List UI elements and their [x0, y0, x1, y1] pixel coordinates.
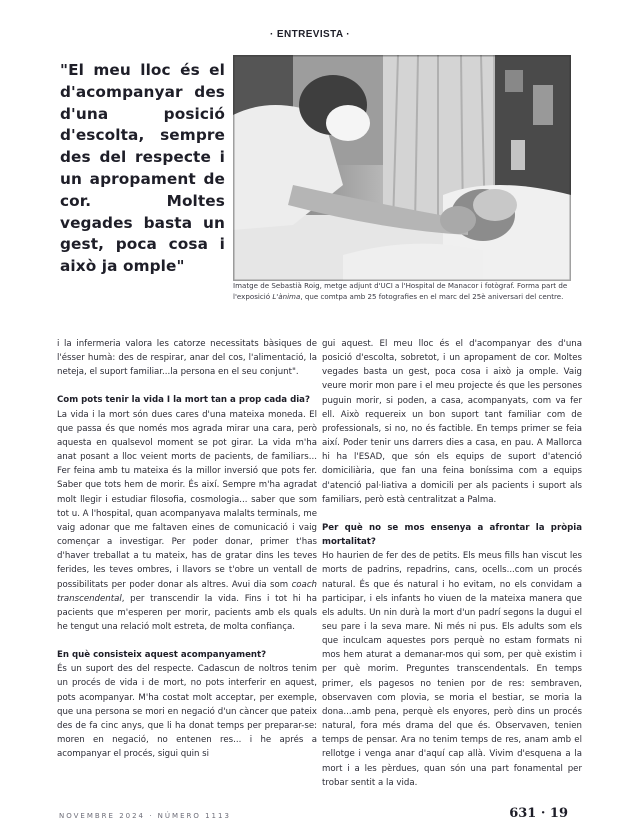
caption-text-end: , que comtpa amb 25 fotografies en el marc del 25è aniversari del centre. — [300, 291, 564, 301]
photo-illustration — [233, 55, 571, 281]
interview-answer: Ho haurien de fer des de petits. Els meus fills han viscut les morts de padrins, repadrins, cans, ocells...com un procés natural. És que és natural i ho evitam, no els convidam a participar, i els infants ho viuen de la mateixa manera que els adults. Un nin durà la mort d'un padrí segons la dugui el seu pare i la seva mare. Ni més ni pus. Els adults som els que inculcam aquestes pors perquè no estam formats ni mos hem aturat a demanar-mos qui som, per què existim i per què morim. Preguntes transcendentals. En temps primer, els pagesos no tenien por de res: sembraven, observaven com plovia, se moria el bestiar, se moria la dona...amb pena, perquè els enyores, però dins un procés natural, fora més drama del que és. Observaven, tenien temps de pensar. Ara no tenim temps de res, anam amb el rellotge i venga anar d'aquí cap allà. Vivim d'esquena a la mort i a les pèrdues, quan són una part fonamental per trobar sentit a la vida. — [322, 551, 582, 788]
interview-question: Com pots tenir la vida I la mort tan a prop cada dia? — [57, 395, 310, 406]
interview-answer: És un suport des del respecte. Cadascun de noltros tenim un procés de vida i de mort, no pots interferir en aquest, pots acompanyar. M'ha costat molt acceptar, per exemple, que una persona se mori en negació d'un càncer que pateix des de fa cinc anys, que li ha donat temps per preparar-se: moren en negació, no entenen res... i he aprés a acompanyar el procés, sigui quin si — [57, 664, 317, 760]
caption-exhibition-title: L'ànima — [272, 291, 301, 301]
article-column-right — [322, 337, 582, 790]
interview-question: Per què no se mos ensenya a afrontar la pròpia mortalitat? — [322, 522, 582, 548]
answer-emphasis: coach transcendental — [57, 579, 317, 604]
page-number: 631 · 19 — [509, 806, 568, 821]
interview-answer — [57, 408, 317, 635]
answer-text: La vida i la mort són dues cares d'una mateixa moneda. El que passa és que només mos agrada mirar una cara, però aquesta en qualsevol moment se pot girar. La vida m'ha anat posant a lloc veient morts de pacients, de familiars... Fer feina amb tu mateixa és la millor inversió que pots fer. Saber que tots hem de morir. És així. Sempre m'ha agradat molt llegir i estudiar filosofia, cosmologia... saber que som tot u. A l'hospital, quan acompanyava malalts terminals, me vaig adonar que me faltaven eines de comunicació i vaig començar a investigar. Per poder donar, primer t'has d'haver treballat a tu mateix, has de gratar dins les teves ferides, les teves ombres, i llavors se t'obre un ventall de possibilitats per poder donar als altres. Avui dia som — [57, 409, 317, 590]
section-label: · ENTREVISTA · — [269, 29, 351, 40]
photo-caption — [233, 281, 578, 302]
caption-text: Imatge de Sebastià Roig, metge adjunt d'UCI a l'Hospital de Manacor i fotògraf. Forma part de l'exposició — [233, 281, 568, 301]
issue-info: NOVEMBRE 2024 · NÚMERO 1113 — [59, 812, 231, 820]
paragraph: i la infermeria valora les catorze necessitats bàsiques de l'ésser humà: des de respirar, anar del cos, l'alimentació, la neteja, el suport familiar...la persona en el seu conjunt". — [57, 339, 317, 378]
article-column-left — [57, 337, 317, 761]
pull-quote: "El meu lloc és el d'acompanyar des d'una posició d'escolta, sempre des del respecte i un apropament de cor. Moltes vegades basta un gest, poca cosa i això ja omple" — [60, 61, 225, 276]
article-photo — [233, 55, 571, 281]
answer-text-end: , per transcendir la vida. Fins i tot hi ha pacients que m'esperen per morir, pacients amb els quals he tengut una relació molt estreta, de molta confiança. — [57, 593, 317, 632]
paragraph: gui aquest. El meu lloc és el d'acompanyar des d'una posició d'escolta, sobretot, i un apropament de cor. Moltes vegades basta un gest, poca cosa i això ja omple. Vaig veure morir mon pare i el meu projecte és que les persones puguin morir, si poden, a casa, acompanyats, com va fer ell. Això requereix un bon suport tant familiar com de professionals, si no, no és factible. En temps primer se feia així. Poder tenir uns darrers dies a casa, en pau. A Mallorca hi ha l'ESAD, que són els equips de suport d'atenció domiciliària, que fan una feina boníssima com a equips d'atenció pal·liativa a domicili per als pacients i suport als familiars, però està centralitzat a Palma. — [322, 339, 582, 505]
interview-question: En què consisteix aquest acompanyament? — [57, 650, 267, 661]
